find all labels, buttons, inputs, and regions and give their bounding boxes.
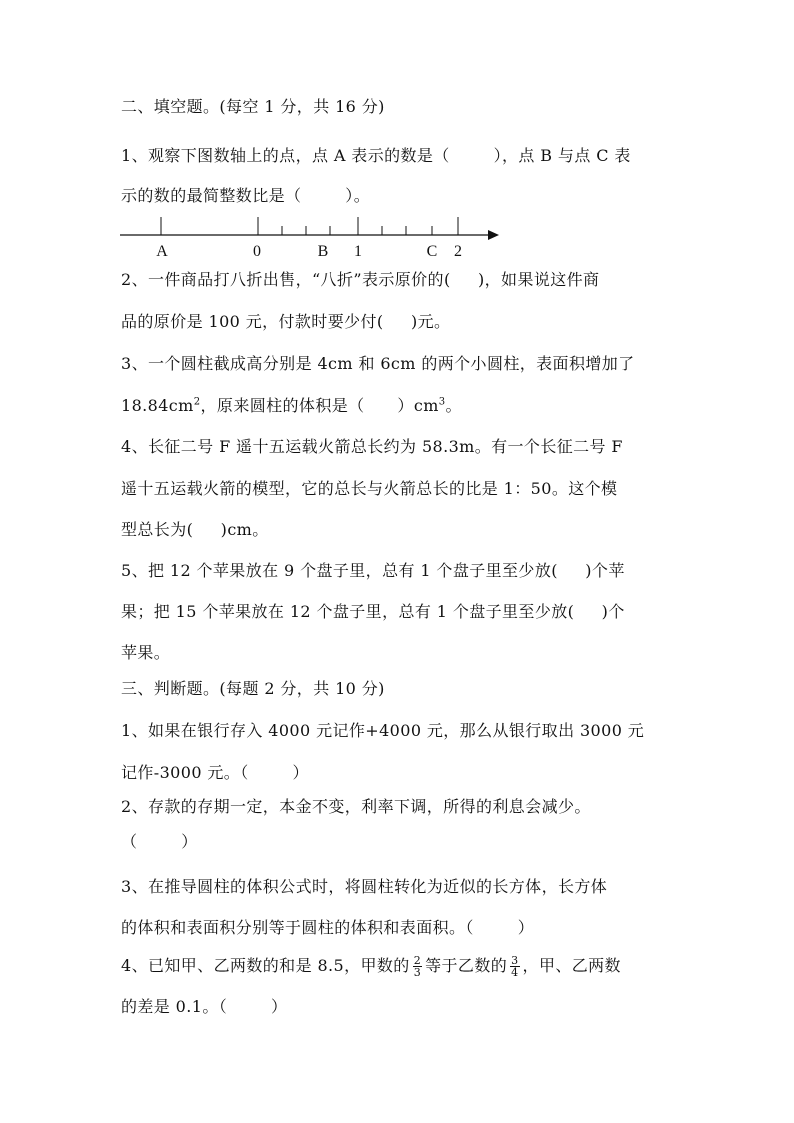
section-heading-fill-blank: 二、填空题。(每空 1 分，共 16 分) [121, 97, 385, 116]
q3-1-line1: 1、如果在银行存入 4000 元记作+4000 元，那么从银行取出 3000 元 [121, 721, 645, 740]
q2-2-line2: 品的原价是 100 元，付款时要少付( )元。 [121, 312, 451, 331]
squared-sup: 2 [193, 396, 201, 408]
q3-3-line2: 的体积和表面积分别等于圆柱的体积和表面积。（ ） [121, 918, 535, 937]
fraction-two-thirds: $\frac{2}{3}$ [413, 954, 422, 979]
q3-4-line1: 4、已知甲、乙两数的和是 8.5，甲数的 $\frac{2}{3}$ 等于乙数的 $\frac{3}{4}$ ，甲、乙两数 [121, 954, 621, 979]
q2-4-line1: 4、长征二号 F 遥十五运载火箭总长约为 58.3m。有一个长征二号 F [121, 437, 623, 456]
section-heading-true-false: 三、判断题。(每题 2 分，共 10 分) [121, 679, 385, 698]
label-0: 0 [253, 243, 261, 260]
q2-1-line1: 1、观察下图数轴上的点，点 A 表示的数是（ ），点 B 与点 C 表 [121, 146, 631, 165]
q2-3-text: ，原来圆柱的体积是（ ）cm [200, 396, 439, 415]
number-line [118, 213, 503, 263]
number-line-arrow [488, 230, 499, 240]
q2-2-line1: 2、一件商品打八折出售，“八折”表示原价的( )，如果说这件商 [121, 270, 600, 289]
q3-4-line2: 的差是 0.1。（ ） [121, 997, 288, 1016]
q2-1-line2: 示的数的最简整数比是（ ）。 [121, 186, 371, 205]
label-2: 2 [454, 243, 462, 260]
q3-2-line1: 2、存款的存期一定，本金不变，利率下调，所得的利息会减少。 [121, 797, 591, 816]
q3-3-line1: 3、在推导圆柱的体积公式时，将圆柱转化为近似的长方体，长方体 [121, 877, 608, 896]
fraction-three-quarters: $\frac{3}{4}$ [511, 954, 519, 979]
q2-4-line3: 型总长为( )cm。 [121, 520, 269, 539]
q2-5-line1: 5、把 12 个苹果放在 9 个盘子里，总有 1 个盘子里至少放( )个苹 [121, 561, 625, 580]
q2-3-line1: 3、一个圆柱截成高分别是 4cm 和 6cm 的两个小圆柱，表面积增加了 [121, 354, 635, 373]
q2-5-line2: 果；把 15 个苹果放在 12 个盘子里，总有 1 个盘子里至少放( )个 [121, 602, 625, 621]
label-B: B [317, 243, 329, 260]
q3-1-line2: 记作-3000 元。（ ） [121, 763, 309, 782]
label-1: 1 [354, 243, 362, 260]
q2-4-line2: 遥十五运载火箭的模型，它的总长与火箭总长的比是 1：50。这个模 [121, 479, 618, 498]
q2-3-area-value: 18.84cm [121, 396, 194, 415]
q3-2-line2: （ ） [121, 832, 198, 851]
q2-5-line3: 苹果。 [121, 643, 171, 662]
q2-3-line2: $18.84cm^2$，原来圆柱的体积是（ ）$cm^3$。 [121, 396, 462, 415]
label-A: A [156, 243, 168, 260]
label-C: C [426, 243, 438, 260]
cubed-sup: 3 [438, 396, 446, 408]
